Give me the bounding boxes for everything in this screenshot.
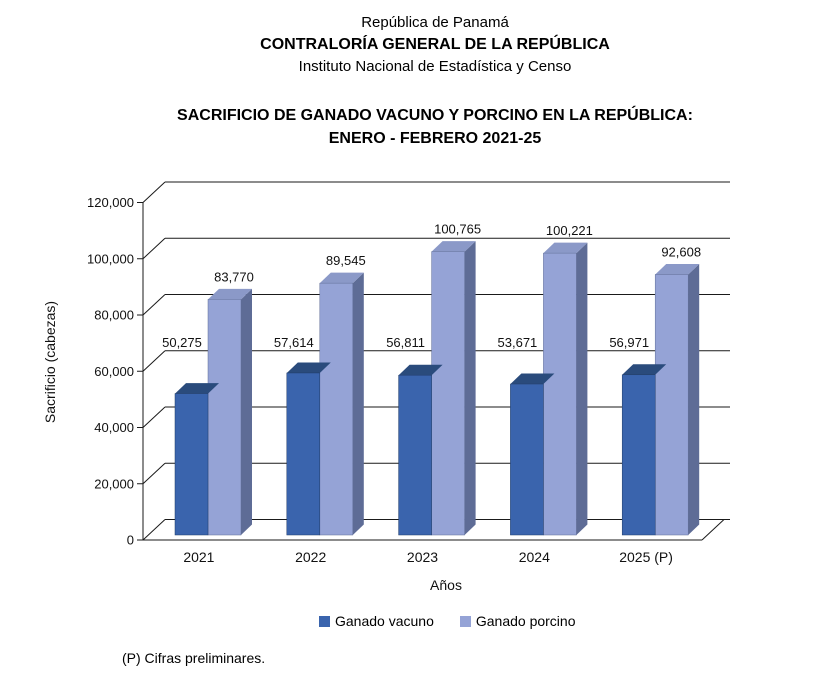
legend-swatch-porcino-icon bbox=[460, 616, 471, 627]
bar-side-ganado-porcino-2022 bbox=[353, 273, 364, 535]
legend-label-vacuno: Ganado vacuno bbox=[335, 613, 434, 629]
country-name: República de Panamá bbox=[361, 14, 509, 31]
data-label-ganado-vacuno-2021: 50,275 bbox=[162, 335, 202, 350]
x-category-label-2025-p: 2025 (P) bbox=[619, 549, 673, 565]
bar-ganado-porcino-2024 bbox=[543, 253, 576, 535]
bar-side-ganado-porcino-2021 bbox=[241, 289, 252, 535]
data-label-ganado-vacuno-2023: 56,811 bbox=[386, 335, 425, 350]
bar-ganado-porcino-2023 bbox=[432, 252, 465, 535]
floor-right-edge bbox=[702, 520, 724, 541]
data-label-ganado-porcino-2023: 100,765 bbox=[434, 221, 482, 237]
y-tick-label: 80,000 bbox=[94, 307, 134, 323]
data-label-ganado-porcino-2022: 89,545 bbox=[325, 253, 366, 269]
footnote: (P) Cifras preliminares. bbox=[122, 650, 266, 666]
x-category-label-2021: 2021 bbox=[183, 549, 215, 565]
bar-ganado-vacuno-2021 bbox=[175, 394, 208, 535]
gridline-diagonal bbox=[143, 351, 165, 372]
y-axis-title: Sacrificio (cabezas) bbox=[42, 300, 58, 424]
legend-swatch-vacuno-icon bbox=[319, 616, 330, 627]
legend-item-porcino bbox=[460, 613, 576, 629]
bar-side-ganado-porcino-2024 bbox=[576, 243, 587, 535]
gridline-diagonal bbox=[143, 463, 165, 484]
bar-ganado-porcino-2021 bbox=[208, 299, 241, 535]
x-category-label-2022: 2022 bbox=[295, 549, 327, 565]
institute-subtitle: Instituto Nacional de Estadística y Censo bbox=[298, 58, 572, 75]
chart-title-line1: SACRIFICIO DE GANADO VACUNO Y PORCINO EN LA REPÚBLICA: bbox=[177, 107, 693, 124]
data-label-ganado-porcino-2024: 100,221 bbox=[545, 223, 593, 239]
data-label-ganado-porcino-2025-p: 92,608 bbox=[661, 244, 702, 260]
bar-ganado-vacuno-2025-p bbox=[622, 375, 655, 535]
data-label-ganado-vacuno-2025-p: 56,971 bbox=[609, 335, 650, 350]
y-tick-label: 40,000 bbox=[94, 420, 134, 435]
data-label-ganado-vacuno-2024: 53,671 bbox=[497, 335, 538, 350]
gridline-diagonal bbox=[143, 182, 165, 203]
gridline-diagonal bbox=[143, 520, 165, 541]
bar-ganado-porcino-2022 bbox=[320, 283, 353, 535]
y-tick-label: 20,000 bbox=[94, 476, 134, 492]
chart-title-line2: ENERO - FEBRERO 2021-25 bbox=[328, 130, 542, 147]
y-tick-label: 60,000 bbox=[94, 363, 134, 379]
y-tick-label: 0 bbox=[126, 532, 134, 548]
legend-label-porcino: Ganado porcino bbox=[475, 613, 576, 629]
x-category-label-2023: 2023 bbox=[406, 549, 439, 565]
bar-side-ganado-porcino-2023 bbox=[465, 241, 476, 535]
chart-legend bbox=[319, 613, 576, 629]
gridline-diagonal bbox=[143, 407, 165, 428]
gridline-diagonal bbox=[143, 238, 165, 259]
bar-ganado-vacuno-2023 bbox=[399, 375, 432, 535]
institution-name: CONTRALORÍA GENERAL DE LA REPÚBLICA bbox=[260, 36, 610, 53]
y-tick-label: 100,000 bbox=[87, 251, 134, 267]
bar-ganado-vacuno-2022 bbox=[287, 373, 320, 535]
data-label-ganado-vacuno-2022: 57,614 bbox=[273, 335, 314, 350]
x-axis-title: Años bbox=[430, 577, 462, 593]
gridline-diagonal bbox=[143, 295, 165, 316]
bar-side-ganado-porcino-2025-p bbox=[688, 264, 699, 535]
legend-item-vacuno bbox=[319, 613, 434, 629]
bar-ganado-porcino-2025-p bbox=[655, 275, 688, 535]
x-category-label-2024: 2024 bbox=[518, 549, 550, 565]
bar-ganado-vacuno-2024 bbox=[510, 384, 543, 535]
data-label-ganado-porcino-2021: 83,770 bbox=[214, 269, 254, 285]
y-tick-label: 120,000 bbox=[87, 195, 134, 210]
